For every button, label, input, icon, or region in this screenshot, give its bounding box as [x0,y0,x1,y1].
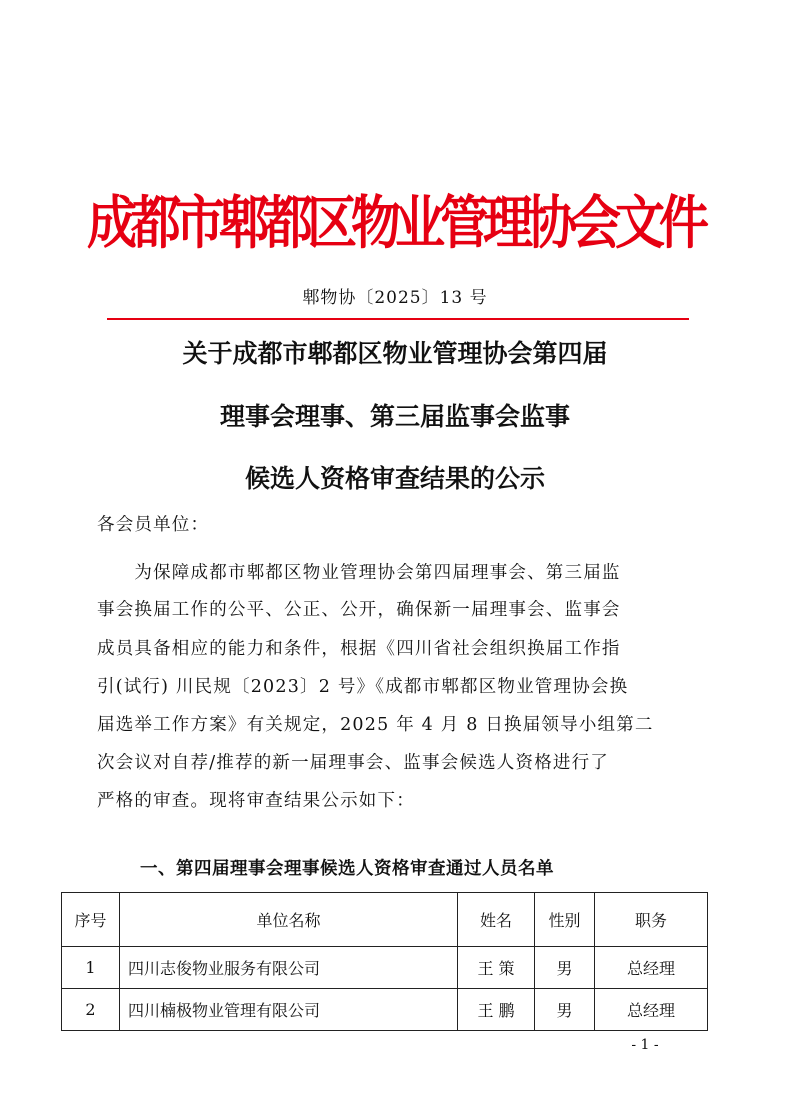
cell-org: 四川楠极物业管理有限公司 [120,989,458,1031]
cell-gender: 男 [535,947,595,989]
paragraph-line: 成员具备相应的能力和条件，根据《四川省社会组织换届工作指 [97,639,621,659]
column-header-no: 序号 [62,893,120,947]
candidate-table [61,892,708,1031]
table-header-row [62,893,708,947]
cell-name: 王 策 [458,947,535,989]
column-header-name: 姓名 [458,893,535,947]
paragraph-line: 事会换届工作的公平、公正、公开，确保新一届理事会、监事会 [97,600,621,620]
table-row [62,989,708,1031]
cell-org: 四川志俊物业服务有限公司 [120,947,458,989]
paragraph-line: 引(试行) 川民规〔2023〕2 号》《成都市郫都区物业管理协会换 [97,677,629,697]
paragraph-line: 为保障成都市郫都区物业管理协会第四届理事会、第三届监 [97,563,621,583]
table-row [62,947,708,989]
paragraph-line: 次会议对自荐/推荐的新一届理事会、监事会候选人资格进行了 [97,753,609,773]
cell-title: 总经理 [595,989,708,1031]
section-heading: 一、第四届理事会理事候选人资格审查通过人员名单 [140,859,554,879]
paragraph-line: 严格的审查。现将审查结果公示如下： [97,791,415,811]
salutation: 各会员单位： [97,515,210,535]
column-header-gender: 性别 [535,893,595,947]
column-header-org: 单位名称 [120,893,458,947]
title-line-3: 候选人资格审查结果的公示 [244,464,545,493]
cell-gender: 男 [535,989,595,1031]
red-divider-line [107,318,689,320]
paragraph-line: 届选举工作方案》有关规定，2025 年 4 月 8 日换届领导小组第二 [97,715,654,735]
cell-name: 王 鹏 [458,989,535,1031]
column-header-title: 职务 [595,893,708,947]
cell-no: 2 [62,989,120,1031]
title-line-1: 关于成都市郫都区物业管理协会第四届 [182,339,608,368]
document-number: 郫物协〔2025〕13 号 [302,288,488,308]
document-masthead: 成都市郫都区物业管理协会文件 [87,189,703,257]
page-number: - 1 - [631,1037,659,1053]
cell-title: 总经理 [595,947,708,989]
title-line-2: 理事会理事、第三届监事会监事 [219,402,570,431]
cell-no: 1 [62,947,120,989]
